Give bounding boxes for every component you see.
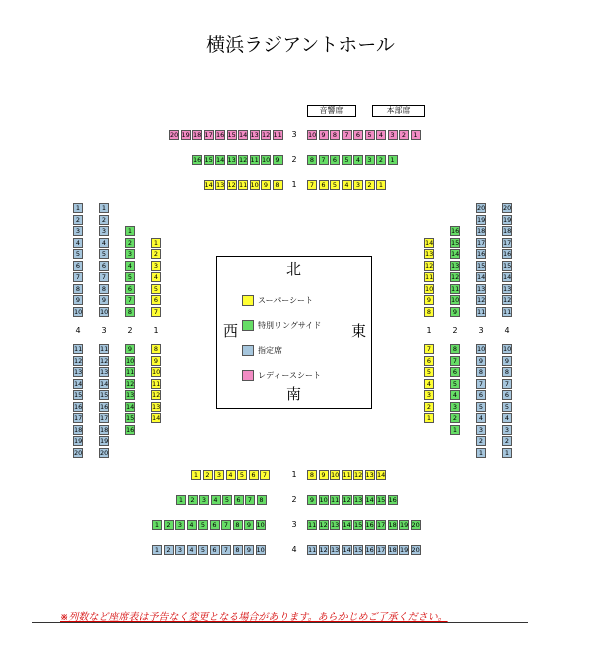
seat-east-row3-3[interactable]: 3 [476,425,486,435]
seat-east-row1-12[interactable]: 12 [425,261,434,270]
seat-north-row3-1[interactable]: 1 [411,130,421,140]
seat-south-row4-15[interactable]: 15 [354,546,363,554]
seat-east-row1-6[interactable]: 6 [424,356,434,366]
seat-south-row1-2[interactable]: 2 [203,470,213,480]
seat-west-row3-8[interactable]: 8 [99,284,109,294]
seat-west-row4-9[interactable]: 9 [73,295,83,305]
seat-north-row3-9[interactable]: 9 [319,130,329,140]
seat-north-row1-4[interactable]: 4 [342,180,352,190]
seat-south-row4-2[interactable]: 2 [164,545,174,555]
seat-east-row4-13[interactable]: 13 [503,284,512,293]
row-label-south-2: 2 [291,495,297,504]
seat-south-row1-7[interactable]: 7 [260,470,270,480]
seat-west-row1-1[interactable]: 1 [151,238,161,248]
seat-south-row3-5[interactable]: 5 [198,520,208,530]
seat-south-row4-13[interactable]: 13 [331,546,340,554]
seat-south-row4-3[interactable]: 3 [175,545,185,555]
seat-west-row3-1[interactable]: 1 [99,203,109,213]
seat-south-row1-5[interactable]: 5 [237,470,247,480]
seat-east-row1-5[interactable]: 5 [424,367,434,377]
seat-west-row2-15[interactable]: 15 [126,414,135,422]
seat-east-row2-1[interactable]: 1 [450,425,460,435]
seat-north-row3-14[interactable]: 14 [239,131,248,139]
seat-north-row1-12[interactable]: 12 [227,181,236,189]
seat-west-row3-16[interactable]: 16 [100,402,109,411]
seat-south-row2-13[interactable]: 13 [354,496,363,504]
seat-west-row3-9[interactable]: 9 [99,295,109,305]
seat-south-row2-2[interactable]: 2 [188,495,198,505]
seat-north-row3-18[interactable]: 18 [193,131,202,139]
seat-south-row4-17[interactable]: 17 [377,546,386,554]
row-label-east-2: 2 [452,326,458,335]
seat-east-row3-5[interactable]: 5 [476,402,486,412]
seat-west-row4-20[interactable]: 20 [74,448,83,457]
seat-west-row1-4[interactable]: 4 [151,272,161,282]
seat-west-row3-12[interactable]: 12 [100,356,109,365]
seat-west-row1-14[interactable]: 14 [152,414,161,422]
seat-west-row1-7[interactable]: 7 [151,307,161,317]
legend-swatch [242,320,254,331]
seat-west-row3-11[interactable]: 11 [100,345,109,353]
seat-east-row1-2[interactable]: 2 [424,402,434,412]
seat-west-row2-9[interactable]: 9 [125,344,135,354]
seat-west-row4-11[interactable]: 11 [74,345,83,353]
seat-south-row1-6[interactable]: 6 [249,470,259,480]
seat-south-row4-18[interactable]: 18 [388,546,397,554]
seat-west-row3-3[interactable]: 3 [99,226,109,236]
seat-west-row1-13[interactable]: 13 [152,402,161,411]
seat-east-row4-6[interactable]: 6 [502,390,512,400]
seat-west-row4-7[interactable]: 7 [73,272,83,282]
seat-west-row2-11[interactable]: 11 [126,368,135,376]
seat-west-row3-6[interactable]: 6 [99,261,109,271]
seat-west-row4-2[interactable]: 2 [73,215,83,225]
seat-east-row2-2[interactable]: 2 [450,413,460,423]
seat-east-row3-10[interactable]: 10 [477,345,486,353]
seat-west-row2-12[interactable]: 12 [126,379,135,388]
seat-north-row2-3[interactable]: 3 [365,155,375,165]
seat-west-row1-8[interactable]: 8 [151,344,161,354]
seat-south-row3-2[interactable]: 2 [164,520,174,530]
seat-north-row2-13[interactable]: 13 [227,156,236,164]
seat-west-row3-20[interactable]: 20 [100,448,109,457]
seat-north-row3-3[interactable]: 3 [388,130,398,140]
seat-east-row2-6[interactable]: 6 [450,367,460,377]
seat-west-row4-16[interactable]: 16 [74,402,83,411]
seat-west-row3-13[interactable]: 13 [100,368,109,376]
seat-east-row4-11[interactable]: 11 [503,307,512,316]
seat-north-row3-13[interactable]: 13 [250,131,259,139]
ring-legend-box [216,256,372,409]
legend-swatch [242,345,254,356]
seat-north-row3-16[interactable]: 16 [216,131,225,139]
seat-south-row4-10[interactable]: 10 [256,546,265,554]
seat-east-row2-3[interactable]: 3 [450,402,460,412]
seat-north-row2-14[interactable]: 14 [216,156,225,164]
seat-east-row3-4[interactable]: 4 [476,413,486,423]
seat-north-row2-1[interactable]: 1 [388,155,398,165]
seat-south-row2-16[interactable]: 16 [388,496,397,504]
seat-south-row2-4[interactable]: 4 [211,495,221,505]
seat-south-row1-9[interactable]: 9 [319,470,329,480]
seat-south-row4-14[interactable]: 14 [342,546,351,554]
seat-north-row2-10[interactable]: 10 [262,156,271,164]
seat-north-row1-9[interactable]: 9 [261,180,271,190]
seat-east-row4-8[interactable]: 8 [502,367,512,377]
seat-north-row2-15[interactable]: 15 [204,156,213,164]
seat-west-row2-13[interactable]: 13 [126,391,135,399]
seat-west-row2-5[interactable]: 5 [125,272,135,282]
seat-west-row1-3[interactable]: 3 [151,261,161,271]
seat-east-row2-13[interactable]: 13 [451,261,460,270]
disclaimer-note: ※列数など座席表は予告なく変更となる場合があります。あらかじめご了承ください。 [60,612,448,623]
seat-north-row3-12[interactable]: 12 [262,131,271,139]
seat-west-row1-2[interactable]: 2 [151,249,161,259]
seat-east-row4-14[interactable]: 14 [503,273,512,281]
seat-south-row1-13[interactable]: 13 [365,471,374,479]
seat-west-row4-14[interactable]: 14 [74,379,83,388]
seat-north-row2-12[interactable]: 12 [239,156,248,164]
seat-east-row2-8[interactable]: 8 [450,344,460,354]
seat-east-row3-7[interactable]: 7 [476,379,486,389]
seat-east-row4-9[interactable]: 9 [502,356,512,366]
seat-south-row3-14[interactable]: 14 [342,521,351,529]
seat-north-row1-5[interactable]: 5 [330,180,340,190]
seat-south-row4-4[interactable]: 4 [187,545,197,555]
seat-south-row4-19[interactable]: 19 [400,546,409,554]
seat-east-row1-11[interactable]: 11 [425,273,434,281]
seat-north-row1-14[interactable]: 14 [204,181,213,189]
seat-east-row2-14[interactable]: 14 [451,250,460,258]
seat-east-row4-7[interactable]: 7 [502,379,512,389]
seat-south-row1-3[interactable]: 3 [214,470,224,480]
seat-west-row4-13[interactable]: 13 [74,368,83,376]
seat-east-row4-4[interactable]: 4 [502,413,512,423]
seat-west-row4-19[interactable]: 19 [74,437,83,445]
seat-north-row3-6[interactable]: 6 [353,130,363,140]
seat-west-row3-19[interactable]: 19 [100,437,109,445]
seat-south-row2-15[interactable]: 15 [377,496,386,504]
row-label-west-4: 4 [75,326,81,335]
seat-west-row2-16[interactable]: 16 [126,425,135,434]
seat-east-row2-12[interactable]: 12 [451,273,460,281]
seat-south-row4-8[interactable]: 8 [233,545,243,555]
seat-east-row1-8[interactable]: 8 [424,307,434,317]
seat-north-row2-2[interactable]: 2 [376,155,386,165]
seat-west-row2-14[interactable]: 14 [126,402,135,411]
seat-south-row1-4[interactable]: 4 [226,470,236,480]
seat-south-row4-7[interactable]: 7 [221,545,231,555]
seat-south-row3-10[interactable]: 10 [256,521,265,529]
seat-south-row3-20[interactable]: 20 [411,521,420,529]
seat-west-row1-10[interactable]: 10 [152,368,161,376]
seat-west-row4-4[interactable]: 4 [73,238,83,248]
seat-south-row3-7[interactable]: 7 [221,520,231,530]
seat-south-row3-6[interactable]: 6 [210,520,220,530]
seat-south-row4-11[interactable]: 11 [308,546,317,554]
seat-west-row1-11[interactable]: 11 [152,379,161,388]
direction-east: 東 [351,322,367,340]
seat-south-row3-12[interactable]: 12 [319,521,328,529]
seat-east-row3-2[interactable]: 2 [476,436,486,446]
seat-north-row3-5[interactable]: 5 [365,130,375,140]
seat-south-row1-8[interactable]: 8 [307,470,317,480]
seat-west-row3-4[interactable]: 4 [99,238,109,248]
seat-east-row1-1[interactable]: 1 [424,413,434,423]
seat-east-row3-16[interactable]: 16 [477,250,486,258]
seat-west-row4-15[interactable]: 15 [74,391,83,399]
row-label-south-3: 3 [291,520,297,529]
direction-west: 西 [223,322,239,340]
seat-east-row4-3[interactable]: 3 [502,425,512,435]
seat-east-row2-4[interactable]: 4 [450,390,460,400]
seat-east-row3-18[interactable]: 18 [477,227,486,235]
seat-west-row1-9[interactable]: 9 [151,356,161,366]
legend-label: 特別リングサイド [258,321,322,330]
seat-west-row4-1[interactable]: 1 [73,203,83,213]
seat-west-row2-1[interactable]: 1 [125,226,135,236]
seat-north-row3-15[interactable]: 15 [227,131,236,139]
seat-north-row1-8[interactable]: 8 [273,180,283,190]
seat-east-row4-2[interactable]: 2 [502,436,512,446]
seat-east-row3-15[interactable]: 15 [477,261,486,270]
seat-east-row2-10[interactable]: 10 [451,296,460,304]
seat-south-row1-14[interactable]: 14 [377,471,386,479]
seat-east-row2-9[interactable]: 9 [450,307,460,317]
seat-south-row3-11[interactable]: 11 [308,521,317,529]
seat-north-row1-10[interactable]: 10 [250,181,259,189]
seat-north-row2-5[interactable]: 5 [342,155,352,165]
seat-south-row4-16[interactable]: 16 [365,546,374,554]
row-label-north-2: 2 [291,155,297,164]
seat-south-row1-12[interactable]: 12 [354,471,363,479]
seat-east-row1-10[interactable]: 10 [425,284,434,293]
seat-north-row1-1[interactable]: 1 [376,180,386,190]
seat-south-row2-9[interactable]: 9 [307,495,317,505]
seat-east-row1-9[interactable]: 9 [424,295,434,305]
seat-south-row2-11[interactable]: 11 [331,496,340,504]
seat-west-row4-6[interactable]: 6 [73,261,83,271]
seat-west-row2-10[interactable]: 10 [126,356,135,365]
seat-east-row2-15[interactable]: 15 [451,238,460,247]
seat-east-row4-15[interactable]: 15 [503,261,512,270]
seat-west-row4-18[interactable]: 18 [74,425,83,434]
legend-swatch [242,295,254,306]
seat-north-row3-4[interactable]: 4 [376,130,386,140]
seat-north-row1-13[interactable]: 13 [216,181,225,189]
seat-north-row1-3[interactable]: 3 [353,180,363,190]
seat-east-row4-18[interactable]: 18 [503,227,512,235]
seat-south-row3-19[interactable]: 19 [400,521,409,529]
seat-east-row1-14[interactable]: 14 [425,238,434,247]
seat-north-row3-2[interactable]: 2 [399,130,409,140]
seat-north-row1-11[interactable]: 11 [239,181,248,189]
seat-west-row1-6[interactable]: 6 [151,295,161,305]
seat-east-row3-12[interactable]: 12 [477,296,486,304]
seat-east-row2-16[interactable]: 16 [451,227,460,235]
seat-north-row3-11[interactable]: 11 [273,131,282,139]
row-label-west-3: 3 [101,326,107,335]
seat-north-row2-8[interactable]: 8 [307,155,317,165]
row-label-east-4: 4 [504,326,510,335]
seat-south-row4-20[interactable]: 20 [411,546,420,554]
seat-north-row2-4[interactable]: 4 [353,155,363,165]
legend-swatch [242,370,254,381]
seat-east-row3-19[interactable]: 19 [477,215,486,224]
row-label-west-1: 1 [153,326,159,335]
seat-south-row2-3[interactable]: 3 [199,495,209,505]
seat-north-row3-10[interactable]: 10 [308,131,317,139]
seat-east-row3-14[interactable]: 14 [477,273,486,281]
seat-north-row3-8[interactable]: 8 [330,130,340,140]
seat-north-row2-16[interactable]: 16 [193,156,202,164]
seat-east-row4-1[interactable]: 1 [502,448,512,458]
seat-east-row1-4[interactable]: 4 [424,379,434,389]
seat-west-row4-3[interactable]: 3 [73,226,83,236]
seat-east-row2-5[interactable]: 5 [450,379,460,389]
seat-west-row2-4[interactable]: 4 [125,261,135,271]
seat-south-row3-13[interactable]: 13 [331,521,340,529]
seat-east-row4-5[interactable]: 5 [502,402,512,412]
seat-south-row4-9[interactable]: 9 [244,545,254,555]
seat-north-row3-20[interactable]: 20 [170,131,179,139]
seat-west-row2-6[interactable]: 6 [125,284,135,294]
seat-west-row4-8[interactable]: 8 [73,284,83,294]
seat-west-row4-5[interactable]: 5 [73,249,83,259]
seat-south-row4-1[interactable]: 1 [152,545,162,555]
divider [32,622,528,623]
legend-label: スーパーシート [258,296,314,305]
seat-east-row4-19[interactable]: 19 [503,215,512,224]
seat-east-row1-3[interactable]: 3 [424,390,434,400]
seat-south-row2-14[interactable]: 14 [365,496,374,504]
seat-west-row1-5[interactable]: 5 [151,284,161,294]
seat-south-row4-6[interactable]: 6 [210,545,220,555]
seat-north-row3-17[interactable]: 17 [204,131,213,139]
seat-west-row4-10[interactable]: 10 [74,307,83,316]
seat-south-row4-5[interactable]: 5 [198,545,208,555]
seat-south-row3-18[interactable]: 18 [388,521,397,529]
seat-north-row2-9[interactable]: 9 [273,155,283,165]
seat-south-row2-12[interactable]: 12 [342,496,351,504]
seat-west-row2-8[interactable]: 8 [125,307,135,317]
seat-south-row1-1[interactable]: 1 [191,470,201,480]
seat-south-row2-6[interactable]: 6 [234,495,244,505]
page-title: 横浜ラジアントホール [206,34,395,56]
direction-north: 北 [286,260,302,278]
seat-north-row2-6[interactable]: 6 [330,155,340,165]
row-label-north-3: 3 [291,130,297,139]
row-label-south-4: 4 [291,545,297,554]
hq-seats-label: 本部席 [372,105,425,117]
seat-south-row3-8[interactable]: 8 [233,520,243,530]
direction-south: 南 [286,385,302,403]
seat-east-row4-20[interactable]: 20 [503,204,512,212]
seat-east-row3-17[interactable]: 17 [477,238,486,247]
seat-west-row2-7[interactable]: 7 [125,295,135,305]
seat-east-row4-12[interactable]: 12 [503,296,512,304]
seat-east-row3-13[interactable]: 13 [477,284,486,293]
seat-east-row4-16[interactable]: 16 [503,250,512,258]
seat-south-row3-3[interactable]: 3 [175,520,185,530]
seat-north-row2-11[interactable]: 11 [250,156,259,164]
seat-north-row1-2[interactable]: 2 [365,180,375,190]
seat-east-row1-13[interactable]: 13 [425,250,434,258]
seat-south-row3-15[interactable]: 15 [354,521,363,529]
seat-west-row3-17[interactable]: 17 [100,414,109,422]
seat-south-row4-12[interactable]: 12 [319,546,328,554]
row-label-west-2: 2 [127,326,133,335]
row-label-south-1: 1 [291,470,297,479]
seat-north-row3-19[interactable]: 19 [181,131,190,139]
seat-east-row3-11[interactable]: 11 [477,307,486,316]
seat-south-row2-10[interactable]: 10 [319,496,328,504]
seat-east-row3-1[interactable]: 1 [476,448,486,458]
seat-west-row3-5[interactable]: 5 [99,249,109,259]
sound-booth-label: 音響席 [307,105,356,117]
seat-west-row4-12[interactable]: 12 [74,356,83,365]
seat-west-row3-18[interactable]: 18 [100,425,109,434]
legend-label: 指定席 [258,346,282,355]
seat-west-row3-10[interactable]: 10 [100,307,109,316]
seat-east-row3-20[interactable]: 20 [477,204,486,212]
seat-south-row1-11[interactable]: 11 [342,471,351,479]
seat-east-row1-7[interactable]: 7 [424,344,434,354]
seat-south-row3-4[interactable]: 4 [187,520,197,530]
seat-north-row1-7[interactable]: 7 [307,180,317,190]
seat-east-row3-8[interactable]: 8 [476,367,486,377]
seat-west-row3-15[interactable]: 15 [100,391,109,399]
seat-east-row2-7[interactable]: 7 [450,356,460,366]
row-label-east-3: 3 [478,326,484,335]
seat-west-row1-12[interactable]: 12 [152,391,161,399]
seat-south-row1-10[interactable]: 10 [331,471,340,479]
seat-north-row2-7[interactable]: 7 [319,155,329,165]
seat-east-row3-6[interactable]: 6 [476,390,486,400]
seat-north-row3-7[interactable]: 7 [342,130,352,140]
seat-west-row3-2[interactable]: 2 [99,215,109,225]
seat-south-row2-5[interactable]: 5 [222,495,232,505]
seat-north-row1-6[interactable]: 6 [319,180,329,190]
seat-east-row4-17[interactable]: 17 [503,238,512,247]
seat-south-row3-17[interactable]: 17 [377,521,386,529]
seat-east-row3-9[interactable]: 9 [476,356,486,366]
seat-south-row2-7[interactable]: 7 [245,495,255,505]
seat-west-row4-17[interactable]: 17 [74,414,83,422]
seat-west-row2-3[interactable]: 3 [125,249,135,259]
seat-east-row2-11[interactable]: 11 [451,284,460,293]
seat-south-row2-1[interactable]: 1 [176,495,186,505]
seat-east-row4-10[interactable]: 10 [503,345,512,353]
seat-south-row2-8[interactable]: 8 [257,495,267,505]
seat-west-row3-7[interactable]: 7 [99,272,109,282]
seat-south-row3-1[interactable]: 1 [152,520,162,530]
seat-west-row3-14[interactable]: 14 [100,379,109,388]
seat-south-row3-9[interactable]: 9 [244,520,254,530]
seat-south-row3-16[interactable]: 16 [365,521,374,529]
row-label-east-1: 1 [426,326,432,335]
seat-west-row2-2[interactable]: 2 [125,238,135,248]
row-label-north-1: 1 [291,180,297,189]
legend-label: レディースシート [258,371,321,380]
